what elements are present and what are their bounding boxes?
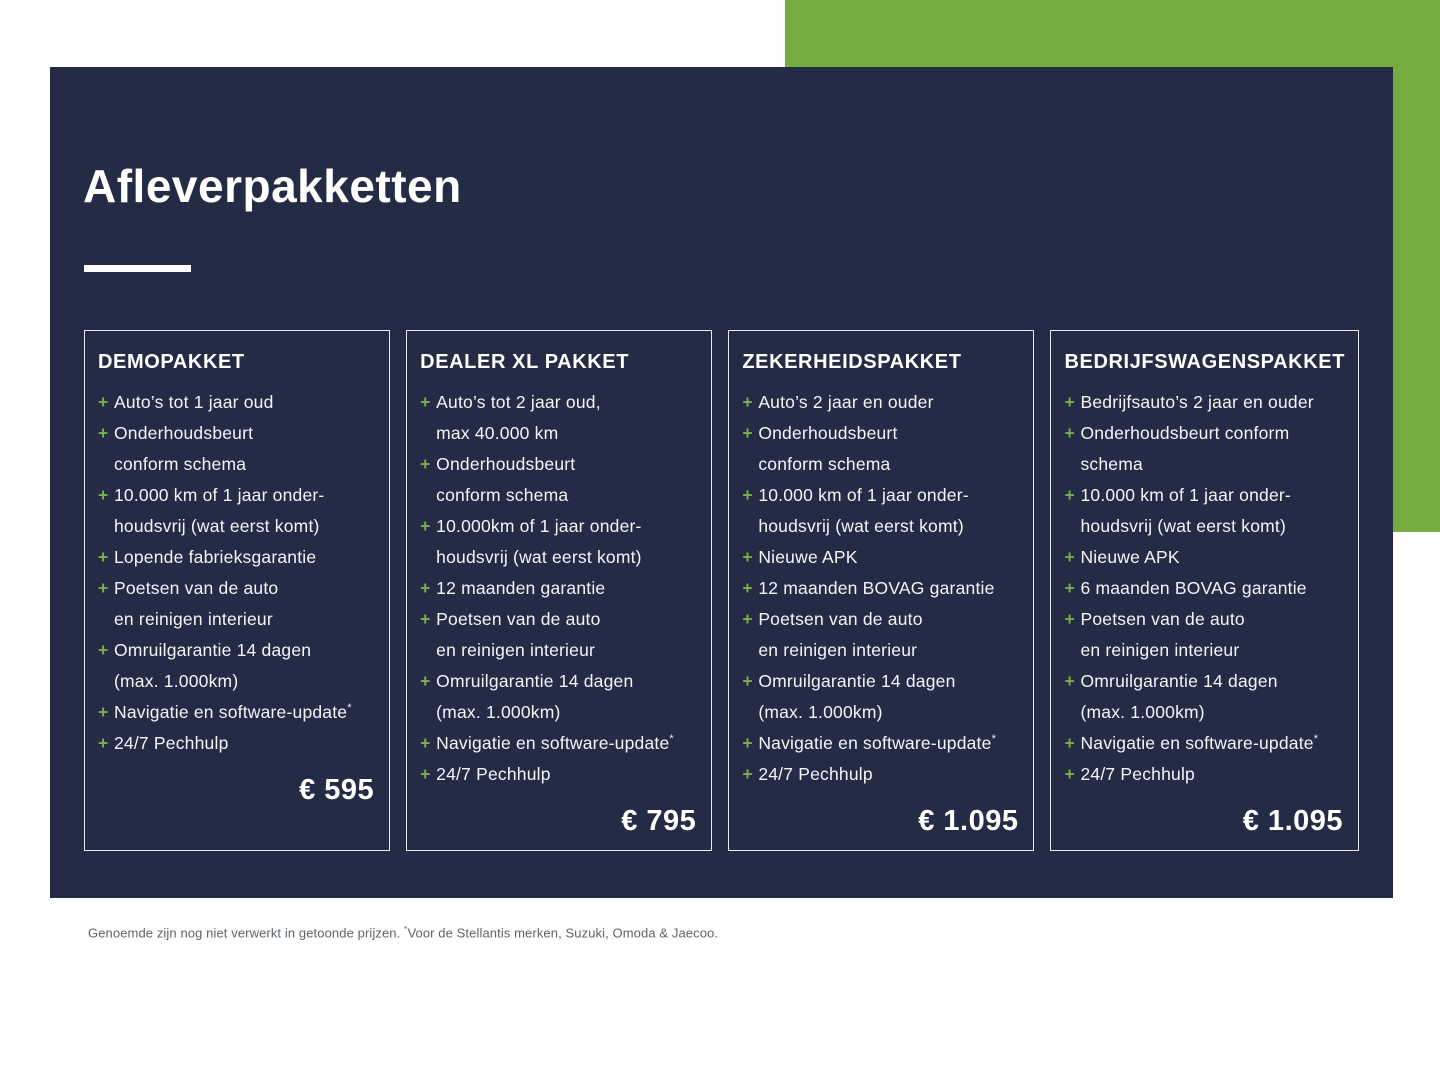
plus-icon: + [742, 547, 753, 567]
plus-icon: + [420, 516, 431, 536]
feature-item [420, 449, 698, 511]
feature-text: Onderhoudsbeurt conform schema [114, 423, 254, 474]
feature-item [1064, 542, 1345, 573]
plus-icon: + [98, 640, 109, 660]
feature-item [1064, 759, 1345, 790]
footnote-text-before: Genoemde zijn nog niet verwerkt in getoonde prijzen. [88, 925, 405, 941]
package-price: € 1.095 [918, 805, 1019, 837]
feature-item [742, 542, 1020, 573]
plus-icon: + [98, 423, 109, 443]
feature-item [742, 387, 1020, 418]
package-price: € 595 [299, 774, 375, 806]
feature-text: 6 maanden BOVAG garantie [1080, 578, 1307, 598]
feature-item [98, 418, 376, 480]
feature-text: Poetsen van de auto en reinigen interieur [114, 578, 279, 629]
plus-icon: + [98, 485, 109, 505]
plus-icon: + [1064, 671, 1075, 691]
feature-item [98, 697, 376, 728]
feature-list [98, 387, 376, 759]
plus-icon: + [742, 578, 753, 598]
feature-item [1064, 387, 1345, 418]
page-title: Afleverpakketten [83, 160, 462, 212]
feature-text: 10.000 km of 1 jaar onder- houdsvrij (wat eerst komt) [1080, 485, 1291, 536]
feature-list [420, 387, 698, 790]
feature-text: 24/7 Pechhulp [436, 764, 551, 784]
feature-item [98, 728, 376, 759]
footnote-asterisk: * [404, 924, 408, 934]
feature-text: Poetsen van de auto en reinigen interieur [1080, 609, 1245, 660]
feature-text: Poetsen van de auto en reinigen interieur [436, 609, 601, 660]
feature-item [742, 666, 1020, 728]
feature-text: Omruilgarantie 14 dagen (max. 1.000km) [1080, 671, 1278, 722]
package-price: € 1.095 [1242, 805, 1344, 837]
package-card [84, 330, 390, 851]
package-title: ZEKERHEIDSPAKKET [742, 351, 962, 373]
package-title: BEDRIJFSWAGENSPAKKET [1064, 351, 1346, 373]
feature-text: Navigatie en software-update* [758, 733, 996, 753]
plus-icon: + [742, 485, 753, 505]
feature-text: Lopende fabrieksgarantie [114, 547, 317, 567]
feature-item [742, 728, 1020, 759]
feature-item [420, 511, 698, 573]
feature-item [420, 666, 698, 728]
feature-text: Auto’s tot 2 jaar oud, max 40.000 km [436, 392, 601, 443]
plus-icon: + [1064, 547, 1075, 567]
feature-text: 24/7 Pechhulp [758, 764, 873, 784]
feature-text: Auto’s 2 jaar en ouder [758, 392, 934, 412]
plus-icon: + [742, 423, 753, 443]
plus-icon: + [1064, 392, 1075, 412]
plus-icon: + [420, 454, 431, 474]
feature-item [420, 604, 698, 666]
footnote-text-after: Voor de Stellantis merken, Suzuki, Omoda & Jaecoo. [407, 925, 719, 941]
plus-icon: + [1064, 485, 1075, 505]
feature-text: Navigatie en software-update* [436, 733, 674, 753]
feature-item [742, 604, 1020, 666]
package-title: DEALER XL PAKKET [420, 351, 630, 373]
package-card [728, 330, 1034, 851]
feature-item [1064, 573, 1345, 604]
plus-icon: + [1064, 733, 1075, 753]
feature-item [1064, 666, 1345, 728]
feature-text: 24/7 Pechhulp [1080, 764, 1195, 784]
feature-text: Omruilgarantie 14 dagen (max. 1.000km) [758, 671, 956, 722]
feature-item [420, 573, 698, 604]
feature-text: 24/7 Pechhulp [114, 733, 229, 753]
feature-text: Poetsen van de auto en reinigen interieur [758, 609, 923, 660]
feature-text: Onderhoudsbeurt conform schema [758, 423, 898, 474]
feature-list [1064, 387, 1345, 790]
feature-text: Onderhoudsbeurt conform schema [436, 454, 576, 505]
feature-item [420, 387, 698, 449]
feature-item [98, 542, 376, 573]
feature-text: 10.000 km of 1 jaar onder- houdsvrij (wat eerst komt) [758, 485, 969, 536]
feature-text: Bedrijfsauto’s 2 jaar en ouder [1080, 392, 1314, 412]
plus-icon: + [1064, 764, 1075, 784]
feature-item [98, 573, 376, 635]
feature-text: Nieuwe APK [1080, 547, 1180, 567]
plus-icon: + [420, 733, 431, 753]
package-card [1050, 330, 1359, 851]
feature-item [98, 387, 376, 418]
feature-text: 12 maanden BOVAG garantie [758, 578, 995, 598]
feature-text: Omruilgarantie 14 dagen (max. 1.000km) [114, 640, 312, 691]
plus-icon: + [742, 392, 753, 412]
plus-icon: + [98, 392, 109, 412]
feature-text: Auto’s tot 1 jaar oud [114, 392, 274, 412]
afleverpakketten-panel [50, 67, 1393, 898]
title-underline-bar [84, 265, 191, 272]
feature-item [420, 728, 698, 759]
feature-item [742, 418, 1020, 480]
feature-item [1064, 604, 1345, 666]
feature-text: Navigatie en software-update* [114, 702, 352, 722]
plus-icon: + [742, 733, 753, 753]
feature-item [1064, 418, 1345, 480]
feature-item [742, 480, 1020, 542]
plus-icon: + [742, 609, 753, 629]
feature-item [742, 759, 1020, 790]
feature-item [742, 573, 1020, 604]
plus-icon: + [1064, 609, 1075, 629]
feature-text: 10.000 km of 1 jaar onder- houdsvrij (wat eerst komt) [114, 485, 325, 536]
cards-row [84, 330, 1359, 851]
feature-text: Nieuwe APK [758, 547, 858, 567]
plus-icon: + [420, 764, 431, 784]
plus-icon: + [420, 609, 431, 629]
package-title: DEMOPAKKET [98, 351, 245, 373]
plus-icon: + [98, 578, 109, 598]
feature-list [742, 387, 1020, 790]
feature-item [1064, 480, 1345, 542]
footnote [88, 924, 718, 940]
feature-item [98, 635, 376, 697]
plus-icon: + [98, 733, 109, 753]
feature-text: 12 maanden garantie [436, 578, 606, 598]
feature-item [98, 480, 376, 542]
package-price: € 795 [621, 805, 697, 837]
plus-icon: + [1064, 423, 1075, 443]
feature-item [1064, 728, 1345, 759]
plus-icon: + [742, 764, 753, 784]
feature-text: Navigatie en software-update* [1080, 733, 1319, 753]
feature-text: Omruilgarantie 14 dagen (max. 1.000km) [436, 671, 634, 722]
plus-icon: + [742, 671, 753, 691]
plus-icon: + [420, 578, 431, 598]
plus-icon: + [420, 392, 431, 412]
plus-icon: + [98, 547, 109, 567]
feature-text: 10.000km of 1 jaar onder- houdsvrij (wat eerst komt) [436, 516, 642, 567]
package-card [406, 330, 712, 851]
plus-icon: + [420, 671, 431, 691]
plus-icon: + [1064, 578, 1075, 598]
plus-icon: + [98, 702, 109, 722]
feature-text: Onderhoudsbeurt conform schema [1080, 423, 1290, 474]
feature-item [420, 759, 698, 790]
